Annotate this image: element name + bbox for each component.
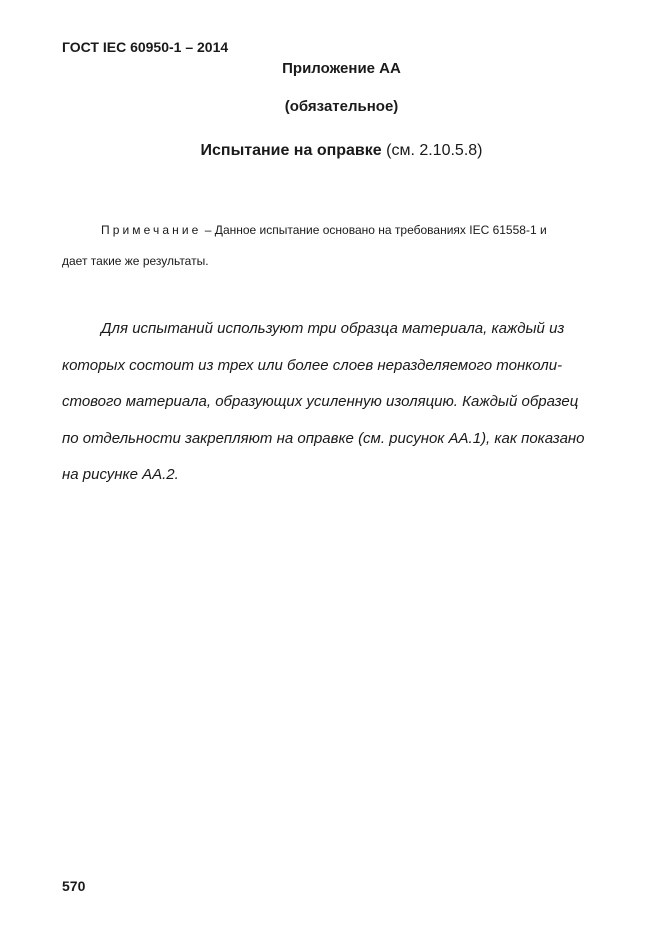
page-number: 570: [62, 878, 86, 894]
note-text: – Данное испытание основано на требованиях IEC 61558-1 и: [201, 223, 547, 237]
appendix-subject-reference: (см. 2.10.5.8): [381, 142, 483, 159]
body-line: которых состоит из трех или более слоев неразделяемого тонколи-: [62, 356, 563, 374]
body-line: стового материала, образующих усиленную изоляцию. Каждый образец: [62, 393, 579, 410]
body-line: по отдельности закрепляют на оправке (см. рисунок АА.1), как показано: [62, 429, 585, 447]
note-label: Примечание: [101, 223, 202, 237]
body-line: Для испытаний используют три образца материала, каждый из: [101, 320, 565, 337]
appendix-status: (обязательное): [284, 98, 399, 115]
body-paragraph: [62, 311, 622, 494]
body-line: на рисунке АА.2.: [62, 466, 179, 483]
note-line: [62, 215, 622, 246]
note-block: [62, 215, 622, 277]
appendix-subject-title: Испытание на оправке: [200, 142, 382, 159]
appendix-title: Приложение АА: [282, 60, 401, 77]
appendix-subject: [0, 142, 661, 160]
document-standard-code: ГОСТ IEC 60950-1 – 2014: [62, 39, 229, 55]
note-line: дает такие же результаты.: [62, 254, 209, 268]
